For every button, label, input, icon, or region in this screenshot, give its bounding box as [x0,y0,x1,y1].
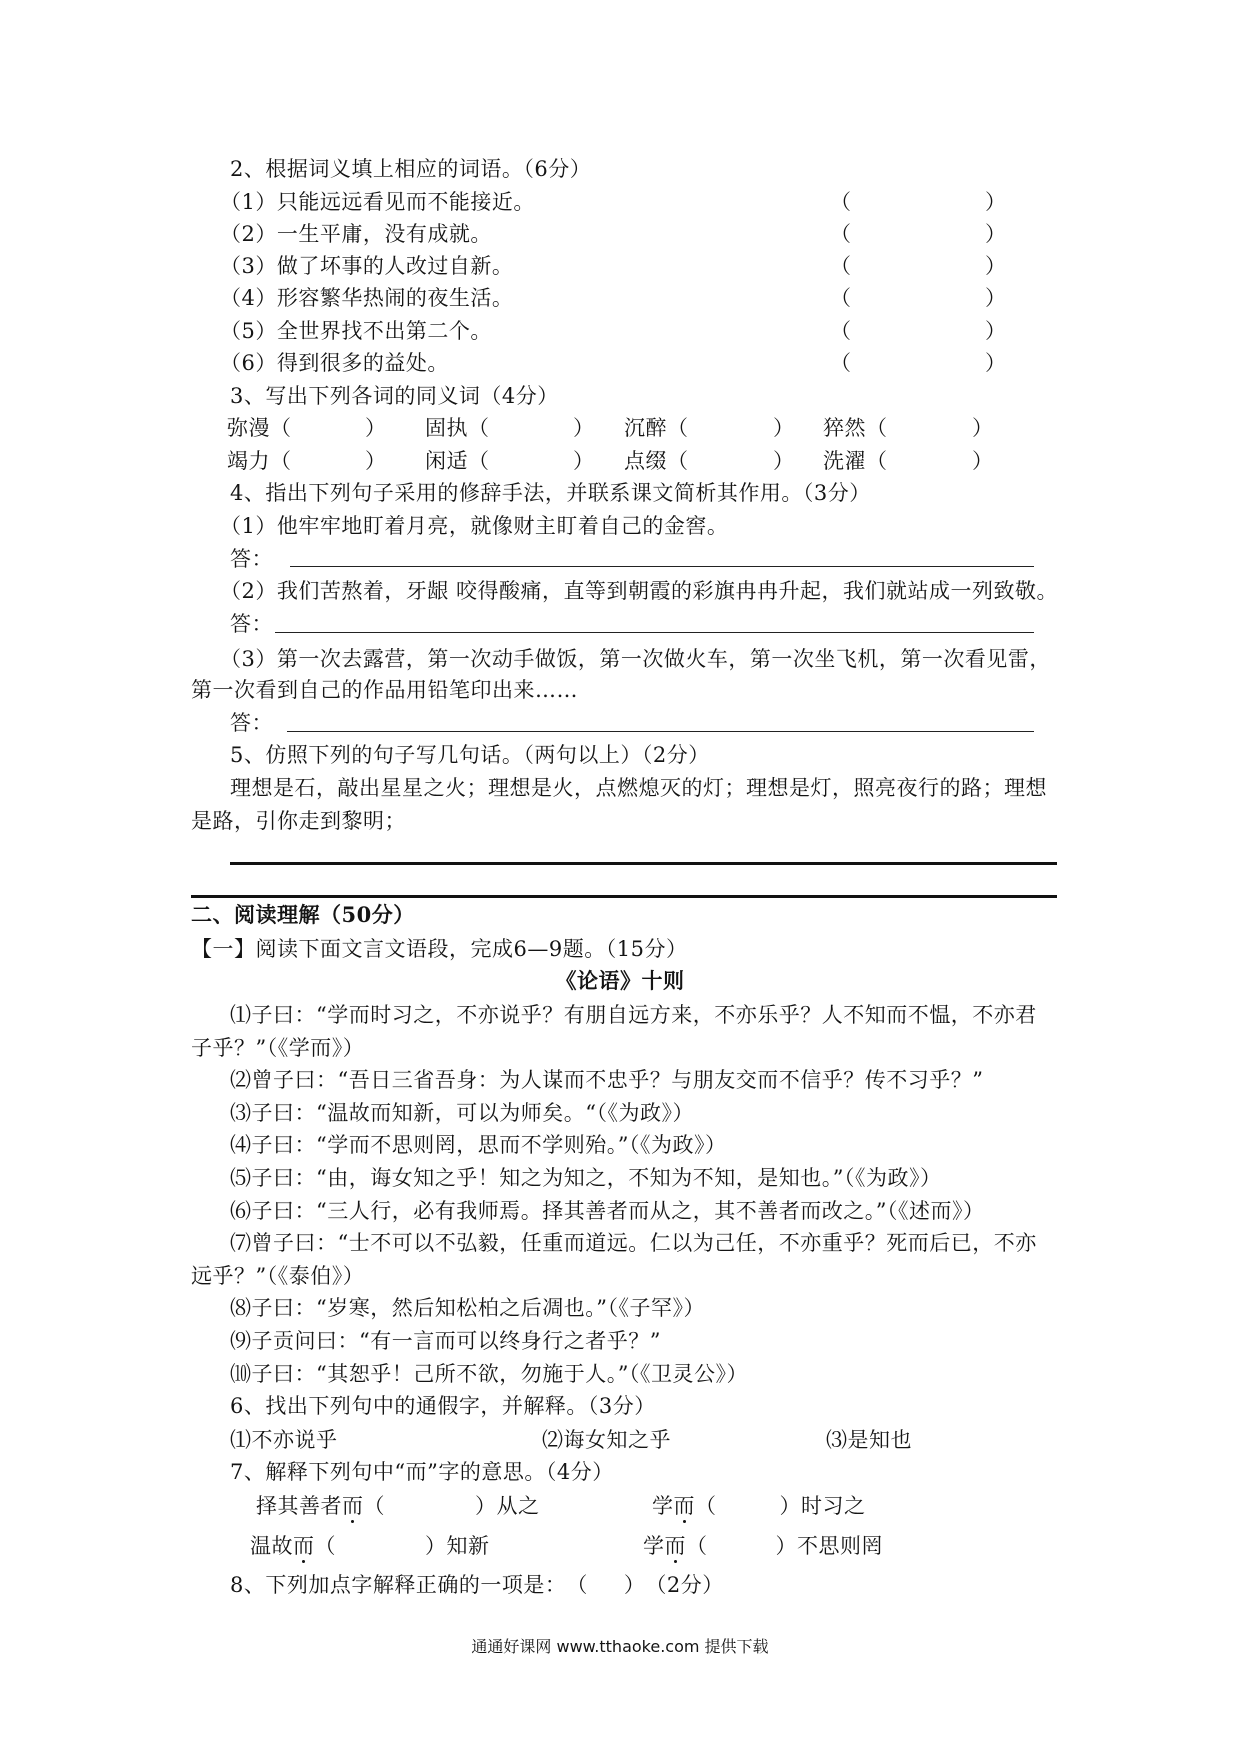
q2-blank-close-5: ） [985,319,1007,343]
q7-blank-open: （ [695,1494,717,1518]
q2-blank-open-1: （ [830,190,852,214]
q3-word-text: 洗濯 [823,449,866,473]
q3-blank-open: （ [270,416,292,440]
q3-word-1 [227,415,292,441]
passage-line: ⑷子曰：“学而不思则罔，思而不学则殆。”（《为政》） [230,1133,727,1157]
q8-prompt: 8、下列加点字解释正确的一项是： [230,1573,567,1597]
q2-blank-open-6: （ [830,351,852,375]
passage-line: ⑵曾子曰：“吾日三省吾身：为人谋而不忠乎？与朋友交而不信乎？传不习乎？” [230,1068,984,1092]
passage-line: ⑹子曰：“三人行，必有我师焉。择其善者而从之，其不善者而改之。”（《述而》） [230,1199,985,1223]
q3-blank-open: （ [667,449,689,473]
q7-dotted-char: 而 [342,1494,364,1518]
passage-line: ⑴子曰：“学而时习之，不亦说乎？有朋自远方来，不亦乐乎？人不知而不愠，不亦君 [230,1003,1037,1027]
q3-word-6 [425,448,490,474]
q2-item-1: （1）只能远远看见而不能接近。 [220,190,535,214]
q2-item-6: （6）得到很多的益处。 [220,351,449,375]
q2-blank-close-6: ） [985,351,1007,375]
q5-example-line-1: 理想是石，敲出星星之火；理想是火，点燃熄灭的灯；理想是灯，照亮夜行的路；理想 [230,776,1047,800]
passage-line: 远乎？”（《泰伯》） [191,1264,365,1288]
q6-item-2: ⑵诲女知之乎 [542,1428,671,1452]
q3-word-7 [624,448,689,474]
q3-blank-close-1: ） [365,416,387,440]
q3-word-2 [425,415,490,441]
q2-item-3: （3）做了坏事的人改过自新。 [220,254,514,278]
q5-answer-line-2 [191,895,1057,898]
q3-blank-close-8: ） [972,449,994,473]
q3-word-text: 竭力 [227,449,270,473]
q3-blank-close-7: ） [773,449,795,473]
q6-title: 6、找出下列句中的通假字，并解释。（3分） [230,1394,656,1418]
q4-sentence-2: （2）我们苦熬着，牙龈 咬得酸痛，直等到朝霞的彩旗冉冉升起，我们就站成一列致敬。 [220,579,1059,603]
q4-answer-label-1: 答： [230,547,273,571]
q2-item-5: （5）全世界找不出第二个。 [220,319,492,343]
q7-item-2 [652,1493,866,1519]
q6-item-1: ⑴不亦说乎 [230,1428,338,1452]
q3-word-text: 闲适 [425,449,468,473]
passage-line: ⑸子曰：“由，诲女知之乎！知之为知之，不知为不知，是知也。”（《为政》） [230,1166,942,1190]
passage-line: ⑻子曰：“岁寒，然后知松柏之后凋也。”（《子罕》） [230,1296,705,1320]
q2-item-4: （4）形容繁华热闹的夜生活。 [220,286,514,310]
q7-item-4 [643,1533,883,1559]
q7-dotted-char: 而 [293,1534,315,1558]
q3-blank-close-2: ） [573,416,595,440]
q4-sentence-3-line-2: 第一次看到自己的作品用铅笔印出来…… [191,678,578,702]
q3-title: 3、写出下列各词的同义词（4分） [230,384,559,408]
q7-after: 不思则罔 [797,1534,883,1558]
q3-word-text: 弥漫 [227,416,270,440]
q4-answer-line-2 [275,632,1034,633]
q4-answer-line-3 [287,731,1034,732]
q3-blank-close-5: ） [365,449,387,473]
q4-answer-line-1 [290,566,1034,567]
q7-blank-close: ） [425,1534,447,1558]
q7-blank-close: ） [779,1494,801,1518]
q2-title: 2、根据词义填上相应的词语。（6分） [230,157,592,181]
q7-blank-close: ） [475,1494,497,1518]
q3-word-text: 猝然 [823,416,866,440]
passage-line: ⑼子贡问曰：“有一言而可以终身行之者乎？” [230,1329,661,1353]
q8-blank-close: ） [623,1573,646,1597]
q2-blank-close-1: ） [985,190,1007,214]
q7-title: 7、解释下列句中“而”字的意思。（4分） [230,1460,614,1484]
q8-score: （2分） [645,1573,724,1597]
q7-after: 从之 [496,1494,540,1518]
q7-blank-close: ） [775,1534,797,1558]
q3-blank-close-4: ） [972,416,994,440]
q3-word-text: 沉醉 [624,416,667,440]
q3-word-text: 点缀 [624,449,667,473]
q2-blank-open-2: （ [830,222,852,246]
q3-blank-close-3: ） [773,416,795,440]
q4-sentence-3-line-1: （3）第一次去露营，第一次动手做饭，第一次做火车，第一次坐飞机，第一次看见雷， [220,647,1051,671]
q7-item-1 [256,1493,540,1519]
q2-item-2: （2）一生平庸，没有成就。 [220,222,492,246]
passage-line: ⑺曾子曰：“士不可以不弘毅，任重而道远。仁以为己任，不亦重乎？死而后已，不亦 [230,1231,1037,1255]
q4-title: 4、指出下列句子采用的修辞手法，并联系课文简析其作用。（3分） [230,481,871,505]
q3-word-4 [823,415,888,441]
q7-before: 学 [643,1534,665,1558]
q7-after: 知新 [446,1534,490,1558]
q5-answer-line-1 [230,862,1057,865]
passage-line: ⑶子曰：“温故而知新，可以为师矣。“（《为政》） [230,1101,694,1125]
passage-line: 子乎？”（《学而》） [191,1036,365,1060]
q7-item-3 [250,1533,490,1559]
q3-blank-close-6: ） [573,449,595,473]
section-heading: 二、阅读理解（50分） [191,902,415,927]
q3-blank-open: （ [270,449,292,473]
q7-blank-open: （ [363,1494,385,1518]
q7-dotted-char: 而 [673,1494,695,1518]
q3-word-text: 固执 [425,416,468,440]
q3-word-8 [823,448,888,474]
q4-sentence-1: （1）他牢牢地盯着月亮，就像财主盯着自己的金窖。 [220,514,729,538]
q5-title: 5、仿照下列的句子写几句话。（两句以上）（2分） [230,743,710,767]
part1-instruction: 【一】阅读下面文言文语段，完成6—9题。（15分） [191,937,688,961]
q3-blank-open: （ [866,449,888,473]
q8-blank-open: （ [566,1573,588,1597]
q5-example-line-2: 是路，引你走到黎明； [191,809,406,833]
q7-dotted-char: 而 [664,1534,686,1558]
q2-blank-open-3: （ [830,254,852,278]
passage-line: ⑽子曰：“其恕乎！己所不欲，勿施于人。”（《卫灵公》） [230,1362,748,1386]
q7-before: 温故 [250,1534,293,1558]
q3-blank-open: （ [468,416,490,440]
q7-before: 择其善者 [256,1494,342,1518]
q2-blank-open-4: （ [830,286,852,310]
q3-blank-open: （ [866,416,888,440]
q7-blank-open: （ [686,1534,708,1558]
q2-blank-close-2: ） [985,222,1007,246]
q6-item-3: ⑶是知也 [826,1428,912,1452]
q7-before: 学 [652,1494,674,1518]
q3-blank-open: （ [667,416,689,440]
q3-blank-open: （ [468,449,490,473]
q4-answer-label-2: 答： [230,612,273,636]
q7-after: 时习之 [801,1494,866,1518]
q3-word-3 [624,415,689,441]
q2-blank-close-4: ） [985,286,1007,310]
q2-blank-close-3: ） [985,254,1007,278]
q2-blank-open-5: （ [830,319,852,343]
q3-word-5 [227,448,292,474]
page-footer: 通通好课网 www.tthaoke.com 提供下载 [471,1637,769,1656]
q7-blank-open: （ [314,1534,336,1558]
passage-title: 《论语》十则 [555,968,685,993]
q8 [230,1572,724,1598]
q4-answer-label-3: 答： [230,711,273,735]
